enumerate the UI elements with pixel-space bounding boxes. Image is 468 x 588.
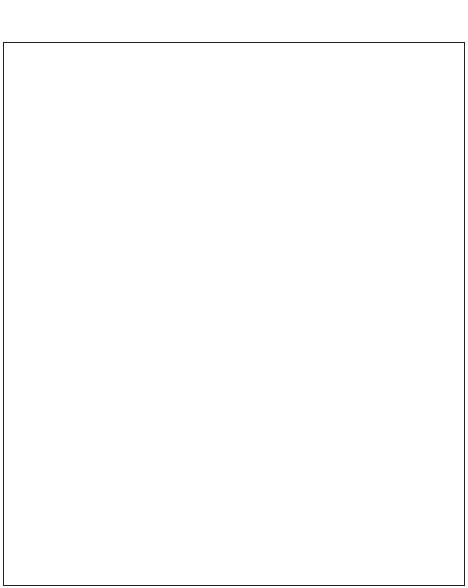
headline-block — [0, 12, 468, 42]
article-box — [3, 42, 465, 586]
